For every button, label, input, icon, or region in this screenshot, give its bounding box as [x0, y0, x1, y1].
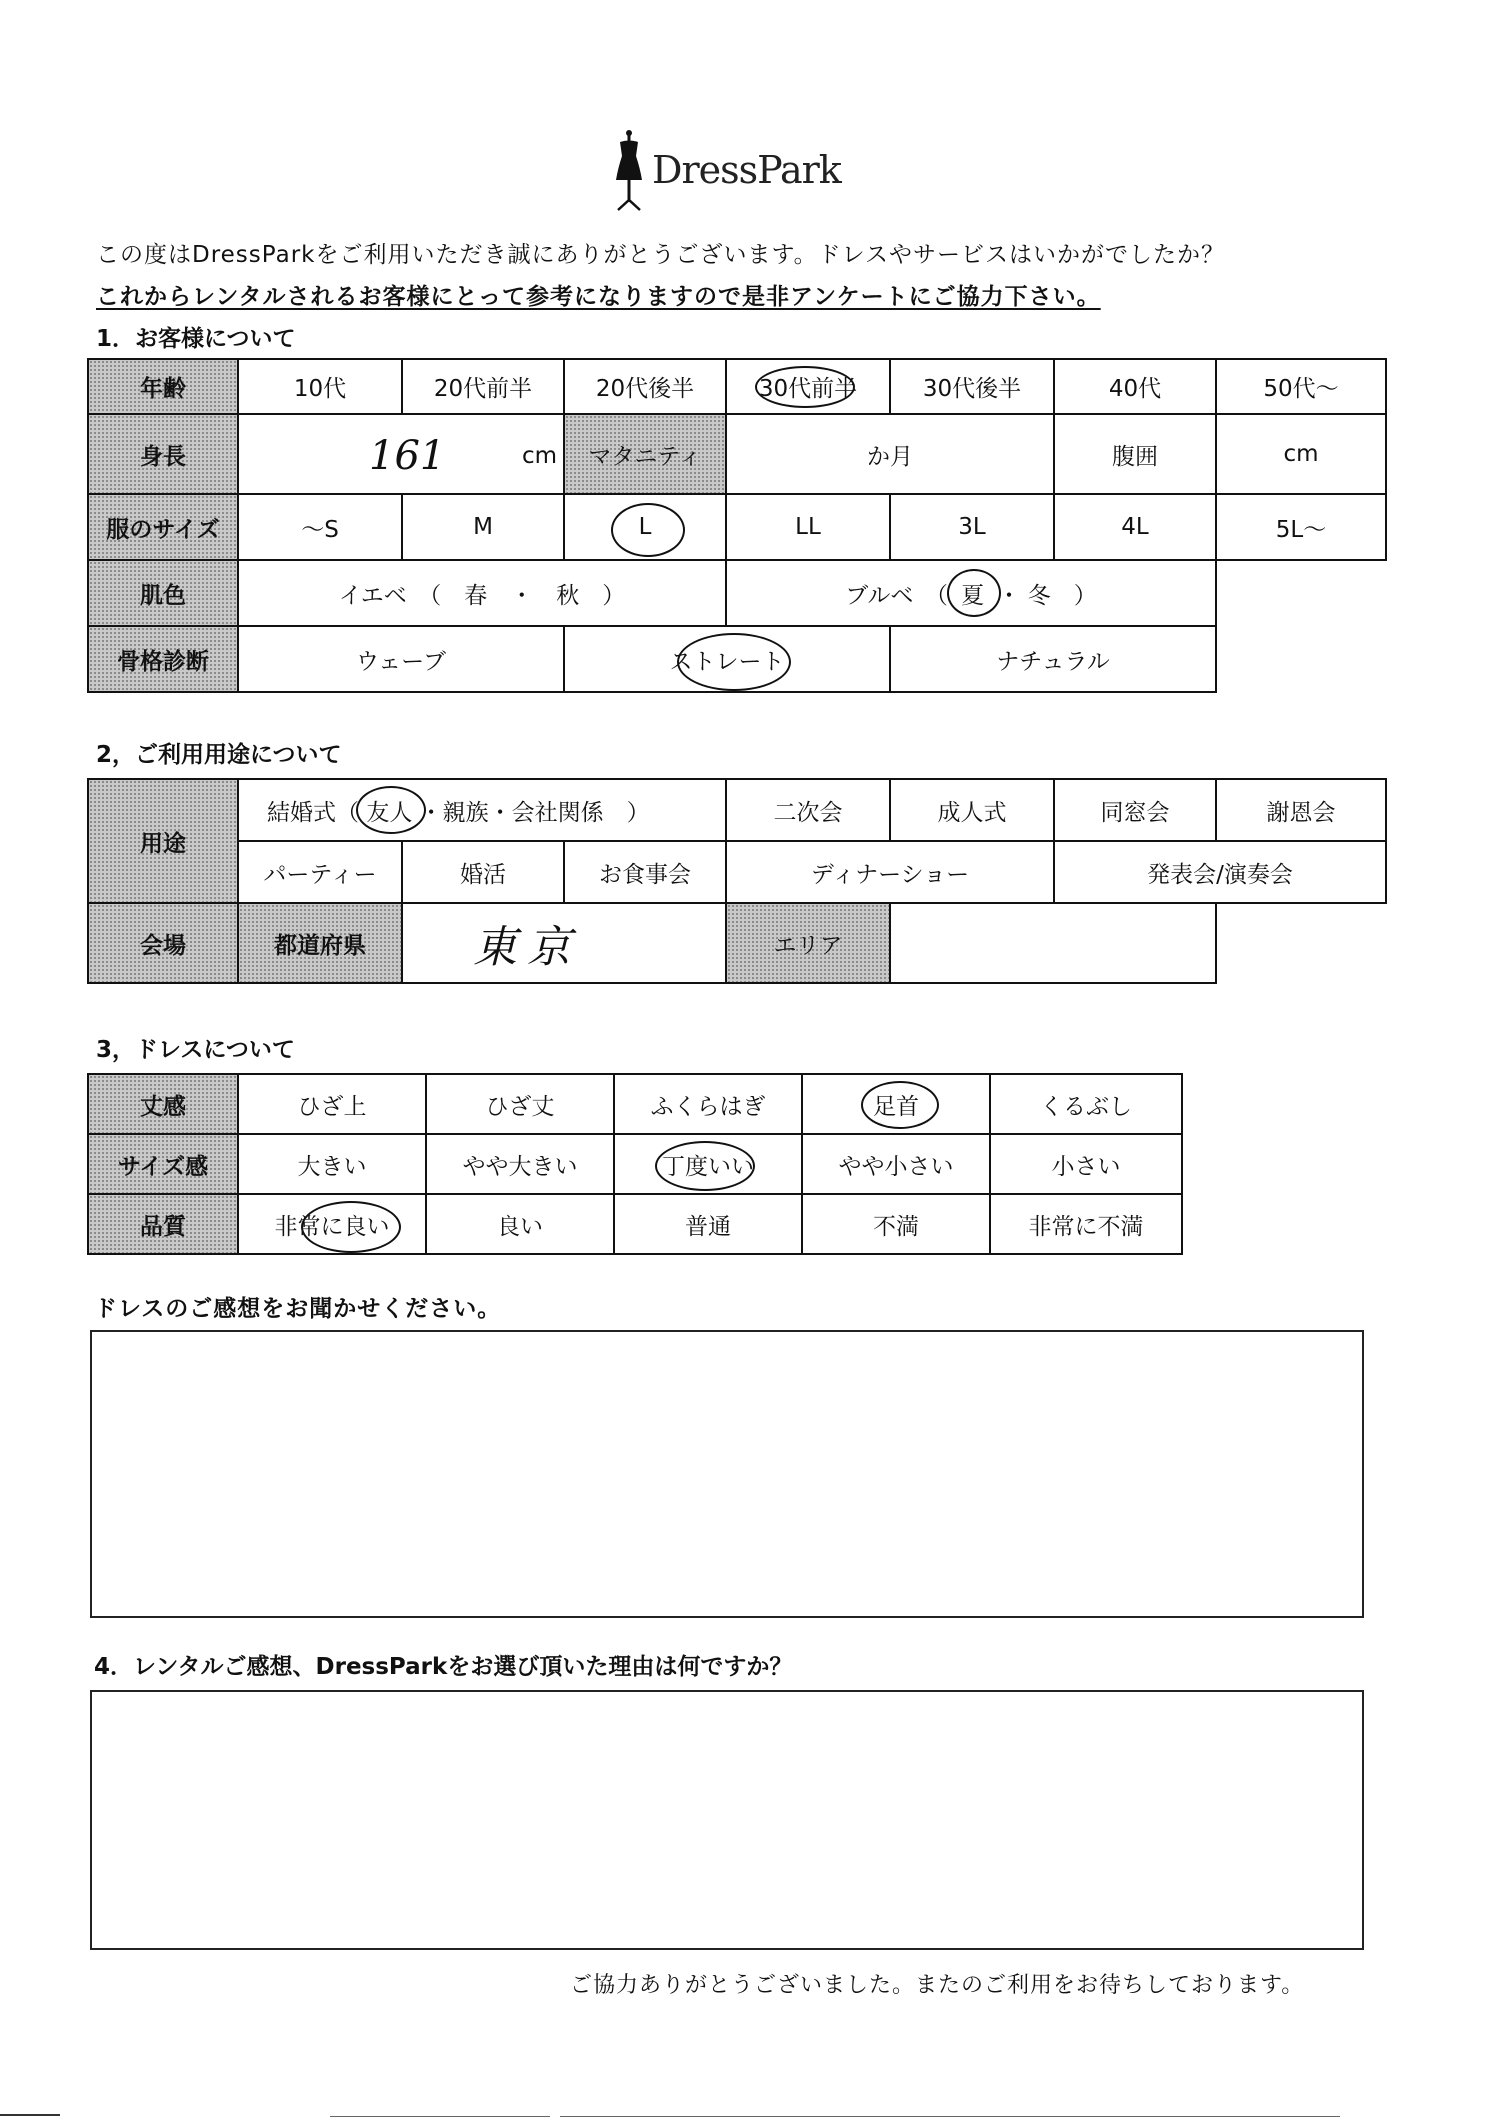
venue-label: 会場: [88, 903, 238, 983]
length-option-knee[interactable]: ひざ丈: [426, 1074, 614, 1134]
maternity-months-unit: か月: [867, 443, 913, 470]
age-option-late-30s[interactable]: 30代後半: [890, 359, 1054, 414]
request-line: これからレンタルされるお客様にとって参考になりますので是非アンケートにご協力下さい。: [96, 284, 1101, 310]
quality-option-average[interactable]: 普通: [614, 1194, 802, 1254]
purpose-party[interactable]: パーティー: [238, 841, 402, 903]
length-option-above-knee[interactable]: ひざ上: [238, 1074, 426, 1134]
fit-option-just-right-label: 丁度いい: [662, 1153, 754, 1180]
skin-yellow-base[interactable]: イエベ （ 春 ・ 秋 ）: [238, 560, 726, 626]
age-option-early-30s[interactable]: [726, 359, 890, 414]
venue-row: [88, 903, 1386, 983]
age-option-early-30s-label: 30代前半: [758, 376, 858, 402]
frame-row-empty: [1216, 626, 1386, 692]
section1-title: 1．お客様について: [96, 326, 296, 352]
length-option-calf[interactable]: ふくらはぎ: [614, 1074, 802, 1134]
skin-summer-label: 夏: [961, 582, 985, 609]
purpose-wedding[interactable]: [238, 779, 726, 841]
age-option-40s[interactable]: 40代: [1054, 359, 1216, 414]
quality-row: [88, 1194, 1182, 1254]
dress-form-icon: [612, 128, 646, 212]
size-option-5l[interactable]: 5L～: [1216, 494, 1386, 560]
fit-option-slightly-large[interactable]: やや大きい: [426, 1134, 614, 1194]
scan-edge-mark: [560, 2116, 1340, 2117]
height-label: 身長: [88, 414, 238, 494]
size-option-s[interactable]: ～S: [238, 494, 402, 560]
prefecture-label: 都道府県: [238, 903, 402, 983]
skin-summer-option[interactable]: [955, 577, 990, 610]
scan-edge-mark: [0, 2114, 60, 2116]
purpose-dinner[interactable]: お食事会: [564, 841, 726, 903]
skin-row-empty: [1216, 560, 1386, 626]
customer-info-table: [87, 358, 1387, 693]
length-row: [88, 1074, 1182, 1134]
purpose-label: 用途: [88, 779, 238, 903]
skin-blue-base[interactable]: [726, 560, 1216, 626]
size-option-l-label: L: [638, 514, 652, 540]
section2-title: 2，ご利用用途について: [96, 742, 342, 768]
frame-option-straight[interactable]: [564, 626, 890, 692]
quality-label: 品質: [88, 1194, 238, 1254]
frame-row: [88, 626, 1386, 692]
wedding-friend-label: 友人: [366, 799, 413, 826]
fit-option-slightly-small[interactable]: やや小さい: [802, 1134, 990, 1194]
venue-row-empty: [1216, 903, 1386, 983]
quality-option-very-good[interactable]: [238, 1194, 426, 1254]
section4-title: 4．レンタルご感想、DressParkをお選び頂いた理由は何ですか？: [94, 1654, 793, 1680]
wedding-prefix: 結婚式（: [267, 799, 359, 826]
waist-unit: cm: [1283, 441, 1319, 467]
prefecture-value: 東京: [473, 922, 581, 973]
height-value: 161: [369, 433, 446, 479]
maternity-label: マタニティ: [564, 414, 726, 494]
fit-label: サイズ感: [88, 1134, 238, 1194]
age-row: [88, 359, 1386, 414]
frame-option-straight-label: ストレート: [669, 648, 785, 675]
size-option-4l[interactable]: 4L: [1054, 494, 1216, 560]
area-field[interactable]: [890, 903, 1216, 983]
quality-option-very-good-label: 非常に良い: [274, 1213, 390, 1240]
length-label: 丈感: [88, 1074, 238, 1134]
fit-option-just-right[interactable]: [614, 1134, 802, 1194]
size-option-l[interactable]: [564, 494, 726, 560]
impressions-textbox[interactable]: [90, 1330, 1364, 1618]
purpose-row-1: [88, 779, 1386, 841]
purpose-thanks-party[interactable]: 謝恩会: [1216, 779, 1386, 841]
intro-line: この度はDressParkをご利用いただき誠にありがとうございます。ドレスやサービスはいかがでしたか？: [96, 242, 1225, 268]
frame-label: 骨格診断: [88, 626, 238, 692]
purpose-row-2: [88, 841, 1386, 903]
size-row: [88, 494, 1386, 560]
purpose-reunion[interactable]: 同窓会: [1054, 779, 1216, 841]
skin-separator: ・: [997, 582, 1021, 609]
reason-textbox[interactable]: [90, 1690, 1364, 1950]
size-option-ll[interactable]: LL: [726, 494, 890, 560]
purpose-dinner-show[interactable]: ディナーショー: [726, 841, 1054, 903]
height-field[interactable]: [238, 414, 564, 494]
fit-option-large[interactable]: 大きい: [238, 1134, 426, 1194]
skin-winter-option[interactable]: 冬 ）: [1027, 582, 1097, 609]
dress-rating-table: [87, 1073, 1183, 1255]
size-option-m[interactable]: M: [402, 494, 564, 560]
waist-label: 腹囲: [1054, 414, 1216, 494]
length-option-malleolus[interactable]: くるぶし: [990, 1074, 1182, 1134]
brand-name: DressPark: [652, 148, 841, 192]
purpose-coming-of-age[interactable]: 成人式: [890, 779, 1054, 841]
fit-option-small[interactable]: 小さい: [990, 1134, 1182, 1194]
impressions-prompt: ドレスのご感想をお聞かせください。: [94, 1296, 502, 1322]
quality-option-poor[interactable]: 不満: [802, 1194, 990, 1254]
area-label: エリア: [726, 903, 890, 983]
frame-option-natural[interactable]: ナチュラル: [890, 626, 1216, 692]
length-option-ankle-label: 足首: [873, 1093, 919, 1120]
quality-option-good[interactable]: 良い: [426, 1194, 614, 1254]
purpose-recital[interactable]: 発表会/演奏会: [1054, 841, 1386, 903]
age-option-50s-plus[interactable]: 50代～: [1216, 359, 1386, 414]
scan-edge-mark: [330, 2116, 550, 2117]
wedding-suffix: ・親族・会社関係 ）: [419, 799, 650, 826]
skin-blue-prefix: ブルベ （: [845, 582, 948, 609]
maternity-months-field[interactable]: [726, 414, 1054, 494]
skin-row: [88, 560, 1386, 626]
age-option-early-20s[interactable]: 20代前半: [402, 359, 564, 414]
age-option-late-20s[interactable]: 20代後半: [564, 359, 726, 414]
size-label: 服のサイズ: [88, 494, 238, 560]
brand-logo: [612, 128, 841, 212]
purpose-konkatsu[interactable]: 婚活: [402, 841, 564, 903]
waist-field[interactable]: [1216, 414, 1386, 494]
size-option-3l[interactable]: 3L: [890, 494, 1054, 560]
length-option-ankle[interactable]: [802, 1074, 990, 1134]
skin-label: 肌色: [88, 560, 238, 626]
usage-table: [87, 778, 1387, 984]
age-option-10s[interactable]: 10代: [238, 359, 402, 414]
age-label: 年齢: [88, 359, 238, 414]
footer-thanks: ご協力ありがとうございました。またのご利用をお待ちしております。: [570, 1973, 1305, 1998]
wedding-friend-option[interactable]: [366, 794, 412, 827]
height-row: [88, 414, 1386, 494]
section3-title: 3，ドレスについて: [96, 1037, 295, 1063]
height-unit: cm: [521, 443, 557, 469]
fit-row: [88, 1134, 1182, 1194]
prefecture-field[interactable]: [402, 903, 726, 983]
purpose-after-party[interactable]: 二次会: [726, 779, 890, 841]
quality-option-very-poor[interactable]: 非常に不満: [990, 1194, 1182, 1254]
frame-option-wave[interactable]: ウェーブ: [238, 626, 564, 692]
